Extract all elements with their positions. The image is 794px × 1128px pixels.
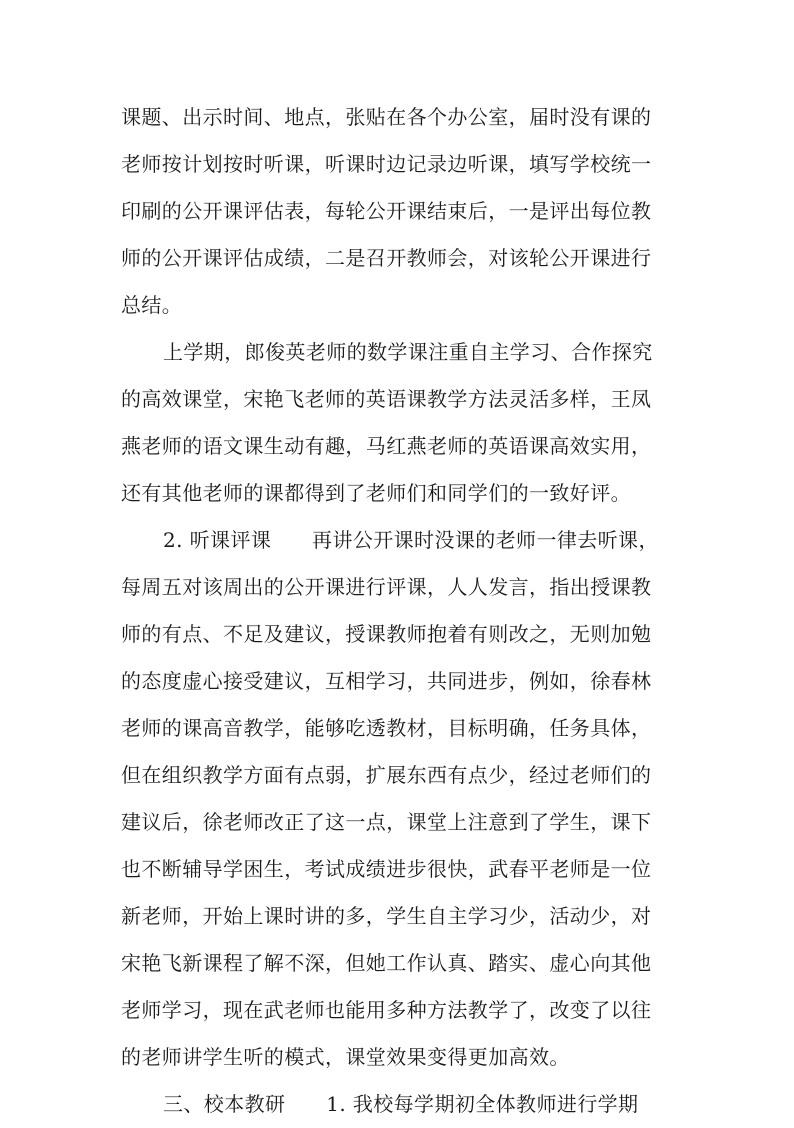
text-line: 老师按计划按时听课，听课时边记录边听课，填写学校统一 [121,152,652,176]
text-line: 宋艳飞新课程了解不深，但她工作认真、踏实、虚心向其他 [121,951,652,975]
text-line: 老师的课高音教学，能够吃透教材，目标明确，任务具体， [121,716,652,740]
text-line: 师的公开课评估成绩，二是召开教师会，对该轮公开课进行 [121,246,652,270]
text-line: 新老师，开始上课时讲的多，学生自主学习少，活动少，对 [121,904,652,928]
text-line: 总结。 [121,293,183,317]
text-line: 但在组织教学方面有点弱，扩展东西有点少，经过老师们的 [121,763,652,787]
paragraph-start-line: 2. 听课评课 再讲公开课时没课的老师一律去听课， [163,528,659,552]
text-line: 师的有点、不足及建议，授课教师抱着有则改之，无则加勉 [121,622,652,646]
text-line: 还有其他老师的课都得到了老师们和同学们的一致好评。 [121,481,631,505]
text-line: 的高效课堂，宋艳飞老师的英语课教学方法灵活多样，王凤 [121,387,652,411]
text-line: 每周五对该周出的公开课进行评课，人人发言，指出授课教 [121,575,652,599]
text-line: 印刷的公开课评估表，每轮公开课结束后，一是评出每位教 [121,199,652,223]
text-line: 课题、出示时间、地点，张贴在各个办公室，届时没有课的 [121,105,652,129]
text-line: 也不断辅导学困生，考试成绩进步很快，武春平老师是一位 [121,857,652,881]
text-line: 的老师讲学生听的模式，课堂效果变得更加高效。 [121,1045,570,1069]
text-line: 老师学习，现在武老师也能用多种方法教学了，改变了以往 [121,998,652,1022]
section-heading-line: 三、校本教研 1. 我校每学期初全体教师进行学期 [163,1092,639,1116]
document-body [121,94,677,1128]
text-line: 燕老师的语文课生动有趣，马红燕老师的英语课高效实用， [121,434,652,458]
paragraph-start-line: 上学期，郎俊英老师的数学课注重自主学习、合作探究 [163,340,653,364]
text-line: 建议后，徐老师改正了这一点，课堂上注意到了学生，课下 [121,810,652,834]
text-line: 的态度虚心接受建议，互相学习，共同进步，例如，徐春林 [121,669,652,693]
